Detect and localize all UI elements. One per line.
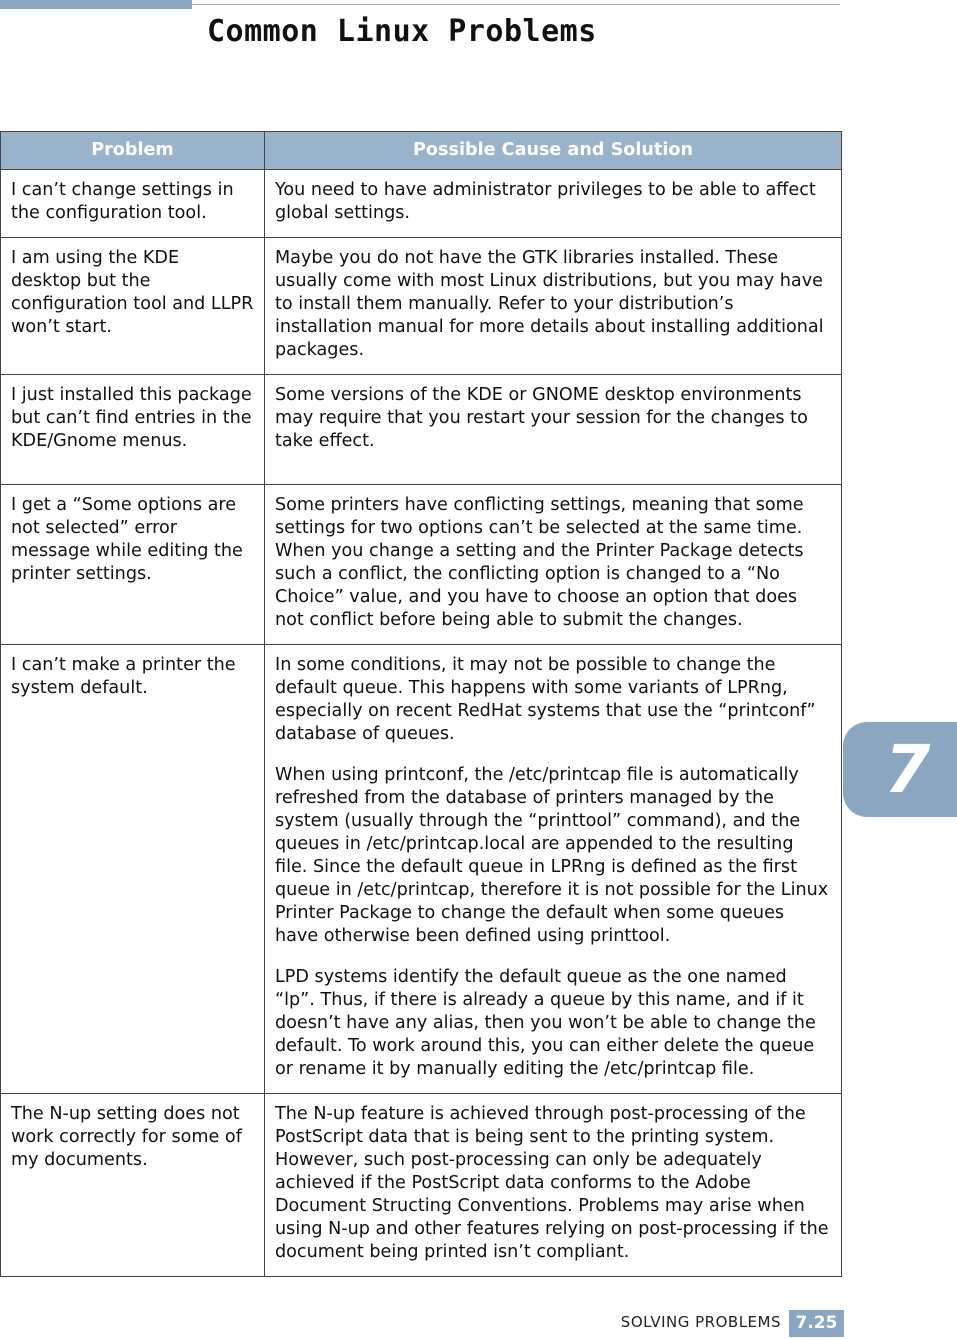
column-header-solution: Possible Cause and Solution	[265, 132, 842, 170]
header-accent-bar	[0, 0, 192, 9]
solution-paragraph: Maybe you do not have the GTK libraries installed. These usually come with most Linux distributions, but you may have to install them manually. Refer to your distribution’s installation manual for more details about installing additional packages.	[275, 248, 824, 360]
table-row	[1, 1094, 842, 1277]
solution-paragraph: You need to have administrator privileges to be able to affect global settings.	[275, 180, 816, 223]
problem-cell: I get a “Some options are not selected” error message while editing the printer settings.	[1, 485, 265, 645]
footer-page-number: 7.25	[789, 1310, 844, 1337]
table-row	[1, 375, 842, 485]
table-row	[1, 485, 842, 645]
problem-cell: The N-up setting does not work correctly for some of my documents.	[1, 1094, 265, 1277]
chapter-number: 7	[884, 731, 931, 808]
solution-paragraph: Some printers have conflicting settings, meaning that some settings for two options can’t be selected at the same time. When you change a setting and the Printer Package detects such a conflict, the conflicting option is changed to a “No Choice” value, and you have to choose an option that does not conflict before being able to submit the changes.	[275, 495, 804, 630]
solution-cell	[265, 375, 842, 485]
solution-paragraph: When using printconf, the /etc/printcap file is automatically refreshed from the database of printers managed by the system (usually through the “printtool” command), and the queues in /etc/printcap.local are appended to the resulting file. Since the default queue in LPRng is defined as the first queue in /etc/printcap, therefore it is not possible for the Linux Printer Package to change the default when some queues have otherwise been defined using printtool.	[275, 765, 829, 946]
solution-paragraph: The N-up feature is achieved through post-processing of the PostScript data that is being sent to the printing system. However, such post-processing can only be adequately achieved if the PostScript data conforms to the Adobe Document Structing Conventions. Problems may arise when using N-up and other features relying on post-processing if the document being printed isn’t compliant.	[275, 1104, 829, 1262]
solution-paragraph: In some conditions, it may not be possible to change the default queue. This happens with some variants of LPRng, especially on recent RedHat systems that use the “printconf” database of queues.	[275, 655, 816, 744]
table-header-row	[1, 132, 842, 170]
solution-cell	[265, 485, 842, 645]
problem-cell: I can’t change settings in the configuration tool.	[1, 170, 265, 238]
solution-cell	[265, 170, 842, 238]
solution-cell	[265, 645, 842, 1094]
table-row	[1, 645, 842, 1094]
column-header-problem: Problem	[1, 132, 265, 170]
problem-cell: I can’t make a printer the system default.	[1, 645, 265, 1094]
problems-table	[0, 131, 842, 1277]
table-row	[1, 170, 842, 238]
solution-paragraph: LPD systems identify the default queue as the one named “lp”. Thus, if there is already a queue by this name, and if it doesn’t have any alias, then you won’t be able to change the default. To work around this, you can either delete the queue or rename it by manually editing the /etc/printcap file.	[275, 967, 816, 1079]
solution-paragraph: Some versions of the KDE or GNOME desktop environments may require that you restart your session for the changes to take effect.	[275, 385, 808, 451]
problem-cell: I just installed this package but can’t find entries in the KDE/Gnome menus.	[1, 375, 265, 485]
solution-cell	[265, 1094, 842, 1277]
table-row	[1, 238, 842, 375]
solution-cell	[265, 238, 842, 375]
problem-cell: I am using the KDE desktop but the configuration tool and LLPR won’t start.	[1, 238, 265, 375]
page-title: Common Linux Problems	[207, 14, 597, 49]
footer-section-name: SOLVING PROBLEMS	[620, 1313, 781, 1331]
